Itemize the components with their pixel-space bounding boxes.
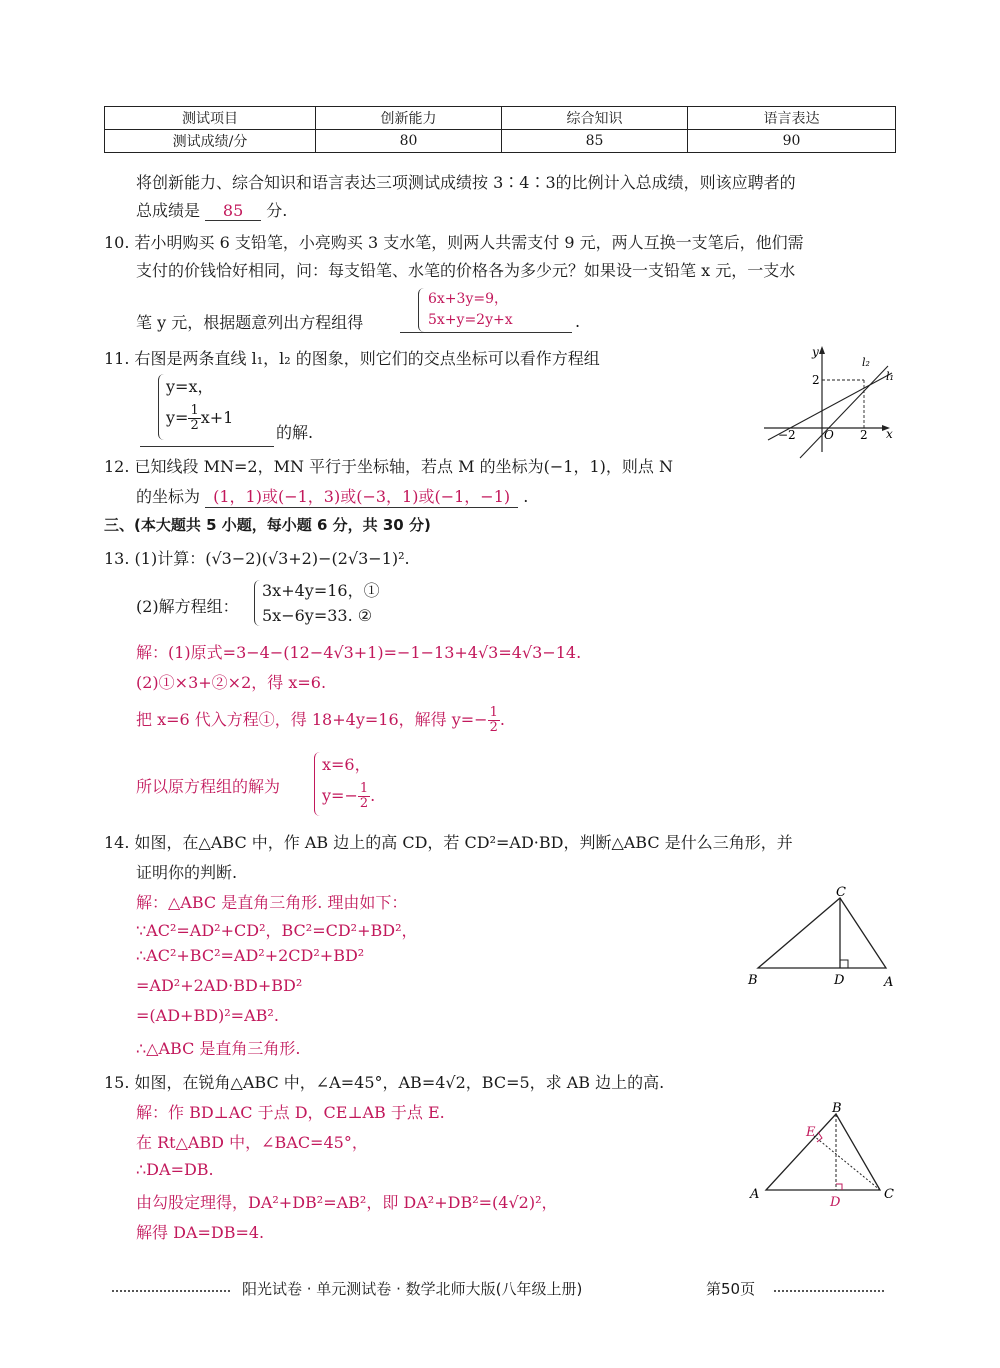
- q13-part2-prefix: (2)解方程组：: [136, 597, 239, 616]
- table-cell: 85: [502, 130, 688, 153]
- label-e: E: [806, 1125, 816, 1140]
- table-header-cell: 创新能力: [316, 107, 502, 130]
- q11-eq1: y=x，: [166, 377, 214, 396]
- footer-dots-right: [774, 1290, 884, 1292]
- label-b: B: [748, 973, 758, 988]
- label-c: C: [884, 1187, 894, 1202]
- q11-eq2: [166, 404, 233, 433]
- q9-answer: 85: [205, 201, 261, 221]
- q14-sol-3: =AD²+2AD·BD+BD²: [136, 976, 303, 995]
- q12-line2: [136, 484, 528, 508]
- label-c: C: [836, 886, 846, 900]
- q12-line1: 12. 已知线段 MN=2，MN 平行于坐标轴，若点 M 的坐标为(−1，1)，则点 N: [104, 457, 673, 476]
- q13-eq1: 3x+4y=16，①: [262, 581, 380, 600]
- q9-prefix: 总成绩是: [136, 201, 201, 220]
- q11-tail: 的解.: [276, 423, 314, 442]
- q14-sol-0: 解：△ABC 是直角三角形. 理由如下：: [136, 893, 408, 912]
- q13-sol4-prefix: 所以原方程组的解为: [136, 777, 281, 796]
- q13-brace: [254, 580, 261, 626]
- q13-sol4-fraction: [358, 782, 370, 811]
- q13-sol2: (2)①×3+②×2，得 x=6.: [136, 673, 327, 692]
- altitude-ce: [814, 1136, 880, 1190]
- q9-line2: [136, 198, 287, 221]
- q12-answer: (1，1)或(−1，3)或(−3，1)或(−1，−1): [205, 484, 518, 508]
- table-header-cell: 测试项目: [105, 107, 316, 130]
- q13-sol4-eq2-suffix: .: [370, 786, 376, 805]
- l1-label: l₁: [886, 370, 894, 383]
- table-header-cell: 语言表达: [688, 107, 896, 130]
- footer-text: 阳光试卷 · 单元测试卷 · 数学北师大版(八年级上册): [242, 1280, 583, 1298]
- y-label: y: [812, 345, 819, 359]
- score-table: [104, 106, 896, 153]
- q10-line1: 10. 若小明购买 6 支铅笔，小亮购买 3 支水笔，则两人共需支付 9 元，两人互换一支笔后，他们需: [104, 233, 804, 252]
- right-angle-mark-d: [836, 1184, 842, 1190]
- triangle-abc: [766, 1114, 880, 1190]
- q14-sol-1: ∵AC²=AD²+CD²，BC²=CD²+BD²，: [136, 921, 418, 940]
- q13-sol4-eq1: x=6，: [322, 755, 371, 774]
- q14-figure: [744, 886, 904, 990]
- q12-suffix: .: [523, 487, 529, 506]
- footer-page: 第50页: [706, 1280, 756, 1298]
- q14-line1: 14. 如图，在△ABC 中，作 AB 边上的高 CD，若 CD²=AD·BD，判断△ABC 是什么三角形，并: [104, 833, 793, 852]
- label-a: A: [750, 1187, 760, 1202]
- right-angle-mark: [840, 960, 848, 968]
- q11-frac-den: 2: [190, 418, 199, 433]
- q15-sol-1: 在 Rt△ABD 中，∠BAC=45°，: [136, 1133, 368, 1152]
- q15-sol-4: 解得 DA=DB=4.: [136, 1223, 265, 1242]
- q14-sol-2: ∴AC²+BC²=AD²+2CD²+BD²: [136, 946, 365, 965]
- triangle-abc: [758, 898, 886, 968]
- label-d: D: [834, 973, 845, 988]
- q14-sol-4: =(AD+BD)²=AB².: [136, 1006, 279, 1025]
- q13-sol4-num: 1: [359, 781, 369, 796]
- q13-sol3-prefix: 把 x=6 代入方程①，得 18+4y=16，解得 y=−: [136, 710, 488, 729]
- footer-dots-left: [112, 1290, 230, 1292]
- table-header-row: [105, 107, 896, 130]
- q15-sol-0: 解：作 BD⊥AC 于点 D，CE⊥AB 于点 E.: [136, 1103, 445, 1122]
- l2-label: l₂: [862, 356, 870, 369]
- table-header-cell: 综合知识: [502, 107, 688, 130]
- x-label: x: [886, 427, 893, 441]
- q13-sol3-num: 1: [489, 705, 498, 720]
- q15-figure: [744, 1098, 904, 1212]
- tick-x2: 2: [860, 428, 868, 442]
- q11-brace: [158, 374, 165, 440]
- table-cell: 80: [316, 130, 502, 153]
- q10-suffix: .: [575, 312, 581, 331]
- q14-line2: 证明你的判断.: [136, 863, 238, 882]
- q13-sol3-fraction: [488, 706, 500, 735]
- section-title: 三、(本大题共 5 小题，每小题 6 分，共 30 分): [104, 516, 431, 534]
- q14-sol-5: ∴△ABC 是直角三角形.: [136, 1039, 301, 1058]
- q15-line1: 15. 如图，在锐角△ABC 中，∠A=45°，AB=4√2，BC=5，求 AB 边上的高.: [104, 1073, 665, 1092]
- q13-part1: 13. (1)计算：(√3−2)(√3+2)−(2√3−1)².: [104, 549, 410, 568]
- q13-sol4-eq2-prefix: y=−: [322, 786, 358, 805]
- q10-underline: [400, 332, 572, 333]
- q10-line2: 支付的价钱恰好相同，问：每支铅笔、水笔的价格各为多少元？如果设一支铅笔 x 元，一支水: [136, 261, 796, 280]
- q13-sol4-den: 2: [359, 796, 369, 811]
- q11-eq2-suffix: x+1: [200, 408, 234, 427]
- q13-sol4-eq2: [322, 782, 375, 811]
- q13-sol3-suffix: .: [499, 710, 505, 729]
- label-d: D: [830, 1195, 841, 1210]
- table-row: [105, 130, 896, 153]
- tick-y2: 2: [812, 373, 820, 387]
- q9-suffix: 分.: [266, 201, 288, 220]
- q13-eq2: 5x−6y=33. ②: [262, 606, 373, 625]
- q10-line3: 笔 y 元，根据题意列出方程组得: [136, 313, 364, 332]
- q11-frac-num: 1: [190, 403, 199, 418]
- tick-xm2: −2: [778, 428, 796, 442]
- q10-brace: [418, 288, 425, 332]
- q13-sol3: [136, 706, 505, 735]
- origin-label: O: [824, 428, 834, 442]
- q11-line1: 11. 右图是两条直线 l₁，l₂ 的图象，则它们的交点坐标可以看作方程组: [104, 349, 600, 368]
- y-axis-arrow-icon: [819, 346, 825, 354]
- q11-eq2-prefix: y=: [166, 408, 189, 427]
- q15-sol-2: ∴DA=DB.: [136, 1160, 214, 1179]
- q10-answer-eq2: 5x+y=2y+x: [428, 312, 513, 328]
- q13-sol1: 解：(1)原式=3−4−(12−4√3+1)=−1−13+4√3=4√3−14.: [136, 643, 582, 662]
- q10-answer-eq1: 6x+3y=9，: [428, 291, 508, 307]
- q13-sol4-brace: [314, 752, 321, 816]
- table-cell: 90: [688, 130, 896, 153]
- q13-sol3-den: 2: [489, 720, 498, 735]
- q11-fraction: [188, 404, 200, 433]
- q11-graph: [760, 340, 900, 460]
- q15-sol-3: 由勾股定理得，DA²+DB²=AB²，即 DA²+DB²=(4√2)²，: [136, 1193, 558, 1212]
- q12-prefix: 的坐标为: [136, 487, 201, 506]
- q9-line1: 将创新能力、综合知识和语言表达三项测试成绩按 3∶4∶3的比例计入总成绩，则该应聘者的: [136, 173, 796, 192]
- q11-underline: [140, 446, 274, 447]
- label-b: B: [832, 1101, 842, 1116]
- label-a: A: [884, 975, 894, 990]
- table-cell: 测试成绩/分: [105, 130, 316, 153]
